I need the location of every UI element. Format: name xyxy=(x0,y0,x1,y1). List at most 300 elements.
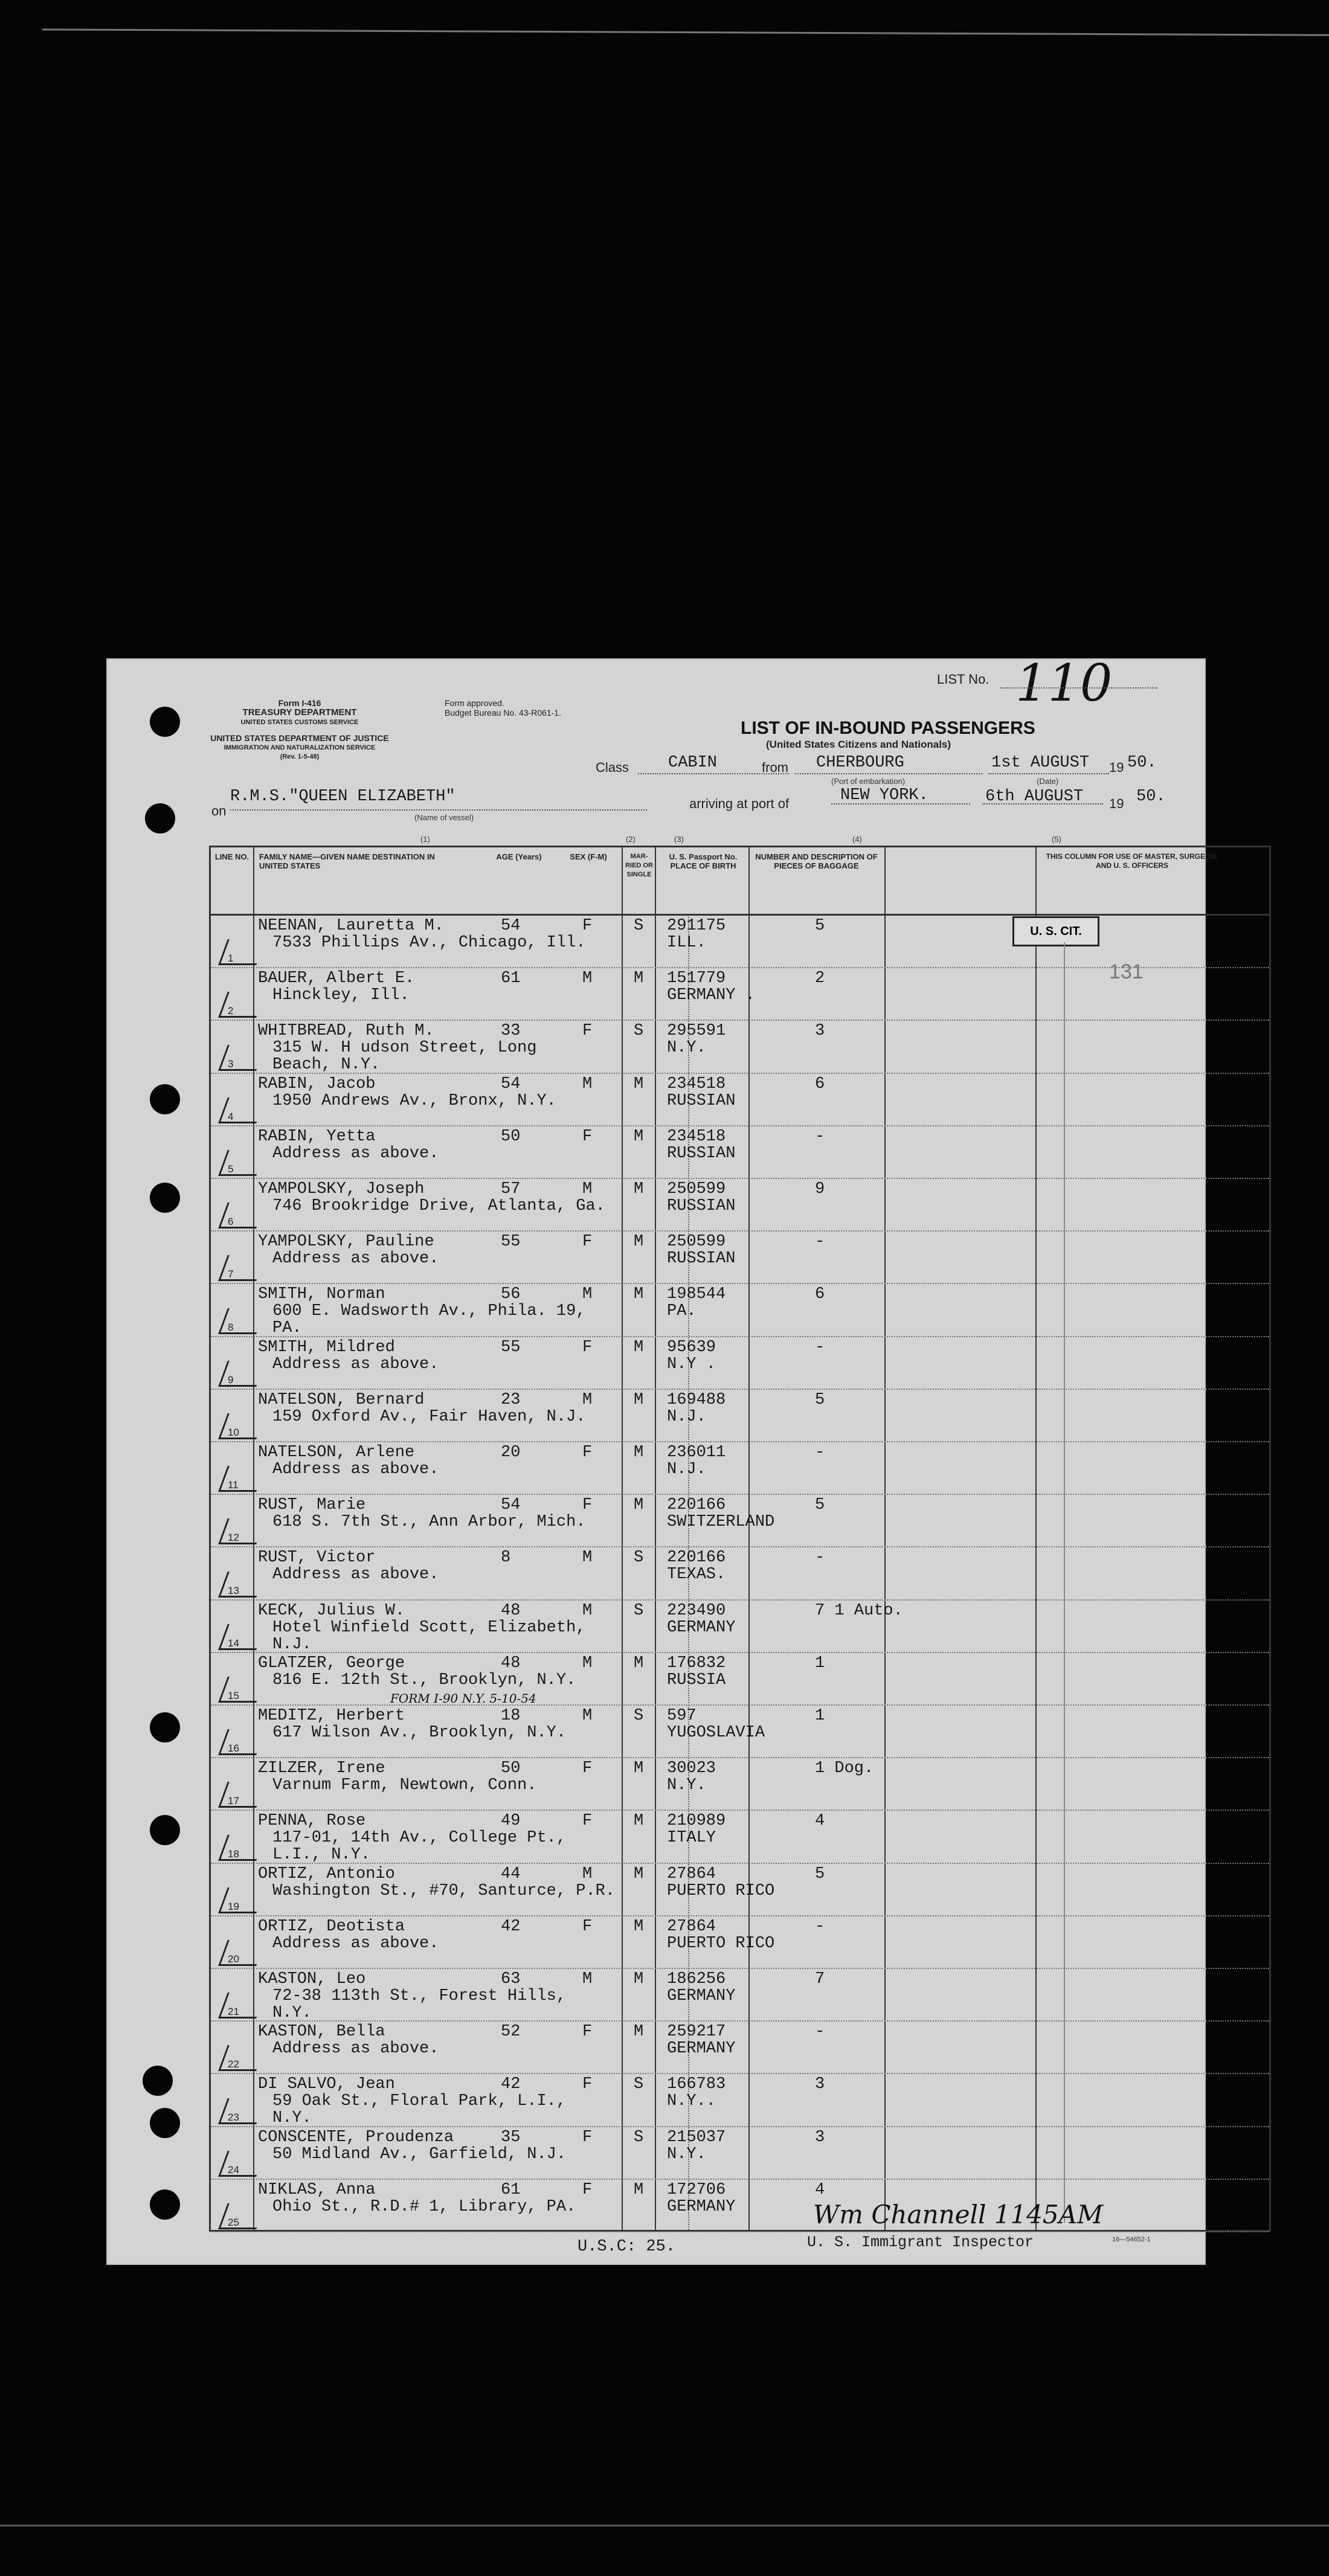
baggage: - xyxy=(815,1917,825,1936)
arrival-port: NEW YORK. xyxy=(840,786,928,805)
line-number: 2 xyxy=(228,1005,234,1017)
place-of-birth: YUGOSLAVIA xyxy=(667,1724,765,1742)
passenger-name: BAUER, Albert E. xyxy=(258,969,415,988)
passenger-name: YAMPOLSKY, Pauline xyxy=(258,1233,434,1251)
us-citizen-stamp: U. S. CIT. xyxy=(1012,916,1099,946)
table-row xyxy=(211,1126,1269,1179)
sex: M xyxy=(582,1865,593,1883)
age: 44 xyxy=(501,1865,521,1883)
destination: 746 Brookridge Drive, Atlanta, Ga. xyxy=(272,1197,605,1215)
sex: M xyxy=(582,1390,593,1409)
punch-hole xyxy=(150,1084,180,1114)
sex: F xyxy=(582,917,593,935)
destination: Address as above. xyxy=(272,1250,439,1268)
sex: F xyxy=(582,1812,593,1831)
sex: F xyxy=(582,2180,593,2199)
col-num-3: (3) xyxy=(674,835,684,844)
passport-number: 172706 xyxy=(667,2180,726,2199)
place-of-birth: N.Y. xyxy=(667,1776,706,1795)
punch-hole xyxy=(143,2066,173,2096)
sex: F xyxy=(582,1127,593,1146)
table-row xyxy=(211,1232,1269,1284)
line-number: 12 xyxy=(228,1532,239,1544)
place-of-birth: TEXAS. xyxy=(667,1566,726,1584)
age: 55 xyxy=(501,1233,521,1251)
place-of-birth: ILL. xyxy=(667,934,706,952)
passport-number: 198544 xyxy=(667,1285,726,1304)
from-value: CHERBOURG xyxy=(816,754,904,772)
passenger-name: RUST, Marie xyxy=(258,1496,366,1515)
passport-number: 259217 xyxy=(667,2023,726,2041)
table-row xyxy=(211,1179,1269,1232)
date-caption: (Date) xyxy=(1037,777,1059,786)
baggage: 4 xyxy=(815,2180,825,2199)
passenger-name: SMITH, Mildred xyxy=(258,1338,395,1357)
baggage: 7 xyxy=(815,1970,825,1988)
embark-date-line xyxy=(988,773,1109,774)
embark-year: 50. xyxy=(1127,754,1157,772)
line-number: 19 xyxy=(228,1900,239,1912)
passenger-name: SMITH, Norman xyxy=(258,1285,385,1304)
destination: Address as above. xyxy=(272,1934,439,1953)
check-mark xyxy=(218,1677,266,1703)
age: 55 xyxy=(501,1338,521,1357)
destination: Varnum Farm, Newtown, Conn. xyxy=(272,1776,537,1795)
place-of-birth: N.Y. xyxy=(667,1039,706,1058)
place-of-birth: PUERTO RICO xyxy=(667,1934,775,1953)
marital-status: M xyxy=(634,1180,644,1198)
punch-hole xyxy=(150,1712,180,1742)
check-mark xyxy=(218,1993,266,2019)
age: 63 xyxy=(501,1970,521,1988)
baggage: 1 xyxy=(815,1707,825,1725)
sex: F xyxy=(582,2128,593,2147)
punch-hole xyxy=(150,2189,180,2220)
passport-number: 30023 xyxy=(667,1759,716,1778)
place-of-birth: PA. xyxy=(667,1302,697,1321)
form-i90-note: FORM I-90 N.Y. 5-10-54 xyxy=(390,1691,536,1706)
baggage: 6 xyxy=(815,1074,825,1093)
arriving-label: arriving at port of xyxy=(689,796,790,811)
marital-status: M xyxy=(634,969,644,988)
immigration-service: IMMIGRATION AND NATURALIZATION SERVICE xyxy=(224,744,376,751)
line-number: 23 xyxy=(228,2111,239,2123)
officer-column-rule xyxy=(1064,942,1065,2223)
destination: 72-38 113th St., Forest Hills, xyxy=(272,1987,567,2005)
place-of-birth: GERMANY xyxy=(667,2197,736,2216)
age: 35 xyxy=(501,2128,521,2147)
baggage: 9 xyxy=(815,1180,825,1198)
passport-number: 234518 xyxy=(667,1074,726,1093)
marital-status: S xyxy=(634,2075,644,2094)
age: 42 xyxy=(501,1917,521,1936)
passenger-name: MEDITZ, Herbert xyxy=(258,1707,405,1725)
embark-year-prefix: 19 xyxy=(1109,760,1124,775)
line-number: 14 xyxy=(228,1637,239,1649)
from-label: from xyxy=(762,760,788,775)
passenger-name: KECK, Julius W. xyxy=(258,1601,405,1620)
place-of-birth: RUSSIAN xyxy=(667,1197,736,1215)
passport-number: 250599 xyxy=(667,1233,726,1251)
place-of-birth: GERMANY xyxy=(667,2040,736,2058)
sex: M xyxy=(582,1285,593,1304)
place-of-birth: RUSSIAN xyxy=(667,1250,736,1268)
table-row xyxy=(211,2127,1269,2180)
marital-status: M xyxy=(634,1812,644,1831)
destination: 315 W. H udson Street, Long xyxy=(272,1039,537,1058)
check-mark xyxy=(218,1940,266,1966)
line-number: 25 xyxy=(228,2216,239,2228)
place-of-birth: GERMANY . xyxy=(667,986,755,1005)
baggage: 3 xyxy=(815,2075,825,2094)
table-row xyxy=(211,1811,1269,1863)
col-head-officers: THIS COLUMN FOR USE OF MASTER, SURGEON, AND U. S. OFFICERS xyxy=(1046,852,1218,870)
destination: Address as above. xyxy=(272,1144,439,1163)
destination: 1950 Andrews Av., Bronx, N.Y. xyxy=(272,1091,556,1110)
passenger-manifest-page xyxy=(106,654,1218,2265)
place-of-birth: SWITZERLAND xyxy=(667,1513,775,1532)
passenger-name: PENNA, Rose xyxy=(258,1812,366,1831)
line-number: 18 xyxy=(228,1848,239,1860)
col-head-married: MAR-RIED OR SINGLE xyxy=(625,853,653,878)
table-row xyxy=(211,1074,1269,1126)
destination: 117-01, 14th Av., College Pt., xyxy=(272,1829,567,1848)
passport-number: 186256 xyxy=(667,1970,726,1988)
age: 18 xyxy=(501,1707,521,1725)
passport-number: 210989 xyxy=(667,1812,726,1831)
table-row xyxy=(211,1442,1269,1495)
destination: Address as above. xyxy=(272,2040,439,2058)
table-row xyxy=(211,2022,1269,2074)
sex: F xyxy=(582,1496,593,1515)
justice-dept: UNITED STATES DEPARTMENT OF JUSTICE xyxy=(210,733,389,743)
print-code: 16—54652-1 xyxy=(1112,2236,1151,2243)
sex: M xyxy=(582,1654,593,1672)
destination: 59 Oak St., Floral Park, L.I., xyxy=(272,2092,567,2111)
marital-status: M xyxy=(634,2023,644,2041)
film-edge-top xyxy=(42,28,1329,36)
table-row xyxy=(211,2180,1269,2232)
check-mark xyxy=(218,1045,266,1071)
punch-hole xyxy=(145,803,175,834)
marital-status: M xyxy=(634,1390,644,1409)
passenger-name: YAMPOLSKY, Joseph xyxy=(258,1180,425,1198)
passport-number: 151779 xyxy=(667,969,726,988)
baggage: 5 xyxy=(815,1390,825,1409)
check-mark xyxy=(218,1572,266,1598)
form-revision: (Rev. 1-5-48) xyxy=(280,753,320,760)
place-of-birth: RUSSIAN xyxy=(667,1091,736,1110)
baggage: 4 xyxy=(815,1812,825,1831)
sex: F xyxy=(582,1022,593,1041)
passenger-name: RABIN, Jacob xyxy=(258,1074,376,1093)
col-num-1: (1) xyxy=(420,835,430,844)
table-row xyxy=(211,1021,1269,1073)
check-mark xyxy=(218,2098,266,2124)
passport-number: 169488 xyxy=(667,1390,726,1409)
col-head-passport: U. S. Passport No. PLACE OF BIRTH xyxy=(669,852,738,870)
table-row xyxy=(211,1864,1269,1916)
list-no-line xyxy=(1000,687,1157,689)
arrival-date: 6th AUGUST xyxy=(985,788,1084,806)
baggage: 6 xyxy=(815,1285,825,1304)
table-row xyxy=(211,1969,1269,2022)
marital-status: M xyxy=(634,1233,644,1251)
on-label: on xyxy=(211,803,227,818)
passport-number: 215037 xyxy=(667,2128,726,2147)
destination: 617 Wilson Av., Brooklyn, N.Y. xyxy=(272,1724,567,1742)
passenger-name: CONSCENTE, Proudenza xyxy=(258,2128,454,2147)
passenger-name: ZILZER, Irene xyxy=(258,1759,385,1778)
sex: F xyxy=(582,2075,593,2094)
destination-cont: L.I., N.Y. xyxy=(272,1846,371,1865)
table-row xyxy=(211,2074,1269,2127)
col-head-age: AGE (Years) xyxy=(496,852,542,861)
sex: M xyxy=(582,1180,593,1198)
arrival-year-prefix: 19 xyxy=(1109,796,1124,811)
check-mark xyxy=(218,1097,266,1123)
list-no-value: 110 xyxy=(1015,654,1113,713)
check-mark xyxy=(218,1466,266,1492)
destination: Washington St., #70, Santurce, P.R. xyxy=(272,1881,616,1900)
check-mark xyxy=(218,2151,266,2177)
passenger-name: NIKLAS, Anna xyxy=(258,2180,376,2199)
line-number: 21 xyxy=(228,2006,239,2018)
destination: 159 Oxford Av., Fair Haven, N.J. xyxy=(272,1407,586,1426)
table-row xyxy=(211,1390,1269,1442)
check-mark xyxy=(218,1203,266,1229)
age: 57 xyxy=(501,1180,521,1198)
age: 50 xyxy=(501,1127,521,1146)
class-value: CABIN xyxy=(668,754,718,772)
baggage: 5 xyxy=(815,917,825,935)
line-number: 1 xyxy=(228,952,234,965)
marital-status: S xyxy=(634,1707,644,1725)
check-mark xyxy=(218,992,266,1018)
inspector-title: U. S. Immigrant Inspector xyxy=(807,2234,1034,2251)
sex: M xyxy=(582,1549,593,1567)
destination: Hinckley, Ill. xyxy=(272,986,410,1005)
punch-hole xyxy=(150,707,180,737)
sex: F xyxy=(582,1759,593,1778)
sex: M xyxy=(582,1601,593,1620)
passport-number: 95639 xyxy=(667,1338,716,1357)
col-head-name: FAMILY NAME—GIVEN NAME DESTINATION IN UNITED STATES xyxy=(259,852,435,870)
destination: Address as above. xyxy=(272,1355,439,1373)
check-mark xyxy=(218,1887,266,1913)
age: 20 xyxy=(501,1444,521,1462)
form-number: Form I-416 xyxy=(278,698,321,708)
marital-status: M xyxy=(634,1285,644,1304)
arrival-year: 50. xyxy=(1136,788,1166,806)
line-number: 6 xyxy=(228,1216,234,1228)
col-head-baggage: NUMBER AND DESCRIPTION OF PIECES OF BAGGAGE xyxy=(755,852,878,870)
place-of-birth: RUSSIA xyxy=(667,1671,726,1689)
check-mark xyxy=(218,1835,266,1861)
check-mark xyxy=(218,1150,266,1176)
passenger-name: RABIN, Yetta xyxy=(258,1127,376,1146)
place-of-birth: N.J. xyxy=(667,1407,706,1426)
line-number: 11 xyxy=(228,1479,239,1491)
passport-number: 291175 xyxy=(667,917,726,935)
place-of-birth: RUSSIAN xyxy=(667,1144,736,1163)
passport-number: 27864 xyxy=(667,1865,716,1883)
col-head-line: LINE NO. xyxy=(214,852,249,861)
place-of-birth: GERMANY xyxy=(667,1618,736,1637)
passport-number: 597 xyxy=(667,1707,697,1725)
table-row xyxy=(211,1284,1269,1337)
passport-number: 166783 xyxy=(667,2075,726,2094)
baggage: 3 xyxy=(815,2128,825,2147)
passenger-name: GLATZER, George xyxy=(258,1654,405,1672)
arrival-port-line xyxy=(831,803,970,805)
marital-status: M xyxy=(634,1865,644,1883)
line-number: 4 xyxy=(228,1110,234,1122)
passport-number: 250599 xyxy=(667,1180,726,1198)
sex: F xyxy=(582,1233,593,1251)
destination: 600 E. Wadsworth Av., Phila. 19, xyxy=(272,1302,586,1321)
age: 42 xyxy=(501,2075,521,2094)
line-number: 7 xyxy=(228,1268,234,1280)
col-num-5: (5) xyxy=(1052,835,1061,844)
destination-cont: N.Y. xyxy=(272,2109,312,2128)
sex: F xyxy=(582,1444,593,1462)
destination: 7533 Phillips Av., Chicago, Ill. xyxy=(272,934,586,952)
destination-cont: Beach, N.Y. xyxy=(272,1056,381,1074)
age: 61 xyxy=(501,2180,521,2199)
baggage: 5 xyxy=(815,1865,825,1883)
marital-status: M xyxy=(634,1970,644,1988)
col-num-2: (2) xyxy=(626,835,636,844)
age: 56 xyxy=(501,1285,521,1304)
passenger-name: DI SALVO, Jean xyxy=(258,2075,395,2094)
marital-status: M xyxy=(634,1127,644,1146)
age: 54 xyxy=(501,1074,521,1093)
age: 50 xyxy=(501,1759,521,1778)
destination: 816 E. 12th St., Brooklyn, N.Y. xyxy=(272,1671,576,1689)
passport-number: 220166 xyxy=(667,1496,726,1515)
passenger-name: KASTON, Leo xyxy=(258,1970,366,1988)
line-number: 8 xyxy=(228,1321,234,1333)
destination: Address as above. xyxy=(272,1460,439,1479)
marital-status: S xyxy=(634,1022,644,1041)
check-mark xyxy=(218,1413,266,1439)
baggage: - xyxy=(815,2023,825,2041)
baggage: - xyxy=(815,1549,825,1567)
age: 48 xyxy=(501,1601,521,1620)
destination: 618 S. 7th St., Ann Arbor, Mich. xyxy=(272,1513,586,1532)
passenger-name: KASTON, Bella xyxy=(258,2023,385,2041)
destination-cont: PA. xyxy=(272,1319,302,1338)
place-of-birth: ITALY xyxy=(667,1829,716,1848)
vessel-name: R.M.S."QUEEN ELIZABETH" xyxy=(230,788,455,806)
age: 54 xyxy=(501,917,521,935)
treasury-dept: TREASURY DEPARTMENT xyxy=(242,707,357,718)
destination: Ohio St., R.D.# 1, Library, PA. xyxy=(272,2197,576,2216)
check-mark xyxy=(218,1782,266,1808)
margin-number: 131 xyxy=(1109,960,1144,983)
destination: 50 Midland Av., Garfield, N.J. xyxy=(272,2145,567,2163)
baggage: - xyxy=(815,1233,825,1251)
sex: M xyxy=(582,1074,593,1093)
check-mark xyxy=(218,2045,266,2071)
film-edge-bottom xyxy=(0,2525,1329,2526)
line-number: 20 xyxy=(228,1953,239,1965)
line-number: 10 xyxy=(228,1426,239,1438)
check-mark xyxy=(218,2203,266,2229)
line-number: 3 xyxy=(228,1058,234,1070)
line-number: 9 xyxy=(228,1373,234,1386)
punch-hole xyxy=(150,2108,180,2138)
passport-number: 27864 xyxy=(667,1917,716,1936)
marital-status: M xyxy=(634,1654,644,1672)
inspector-signature: Wm Channell 1145AM xyxy=(813,2200,1103,2229)
col-num-4: (4) xyxy=(852,835,862,844)
check-mark xyxy=(218,1255,266,1281)
passport-number: 220166 xyxy=(667,1549,726,1567)
check-mark xyxy=(218,939,266,965)
line-number: 5 xyxy=(228,1163,234,1175)
manifest-title: LIST OF IN-BOUND PASSENGERS xyxy=(741,718,1035,738)
punch-hole xyxy=(150,1183,180,1213)
from-line xyxy=(795,773,982,774)
line-number: 16 xyxy=(228,1742,239,1755)
baggage: 7 1 Auto. xyxy=(815,1601,903,1620)
destination-cont: N.J. xyxy=(272,1635,312,1654)
passenger-name: WHITBREAD, Ruth M. xyxy=(258,1022,434,1041)
check-mark xyxy=(218,1729,266,1755)
vessel-caption: (Name of vessel) xyxy=(414,813,474,822)
age: 61 xyxy=(501,969,521,988)
usc-count: U.S.C: 25. xyxy=(578,2238,676,2256)
baggage: 1 Dog. xyxy=(815,1759,874,1778)
passport-number: 234518 xyxy=(667,1127,726,1146)
marital-status: M xyxy=(634,1074,644,1093)
baggage: - xyxy=(815,1338,825,1357)
baggage: 5 xyxy=(815,1496,825,1515)
age: 8 xyxy=(501,1549,511,1567)
line-number: 17 xyxy=(228,1795,239,1807)
age: 52 xyxy=(501,2023,521,2041)
passenger-name: NEENAN, Lauretta M. xyxy=(258,917,444,935)
check-mark xyxy=(218,1361,266,1387)
place-of-birth: PUERTO RICO xyxy=(667,1881,775,1900)
punch-hole xyxy=(150,1815,180,1845)
check-mark xyxy=(218,1518,266,1544)
passport-number: 176832 xyxy=(667,1654,726,1672)
passport-number: 236011 xyxy=(667,1444,726,1462)
age: 48 xyxy=(501,1654,521,1672)
age: 33 xyxy=(501,1022,521,1041)
check-mark xyxy=(218,1624,266,1650)
sex: M xyxy=(582,1707,593,1725)
marital-status: M xyxy=(634,1338,644,1357)
table-row xyxy=(211,1547,1269,1600)
line-number: 22 xyxy=(228,2058,239,2070)
marital-status: S xyxy=(634,2128,644,2147)
age: 49 xyxy=(501,1812,521,1831)
marital-status: S xyxy=(634,1549,644,1567)
place-of-birth: N.Y.. xyxy=(667,2092,716,2111)
form-approved: Form approved. xyxy=(445,698,504,708)
destination: Hotel Winfield Scott, Elizabeth, xyxy=(272,1618,586,1637)
line-number: 13 xyxy=(228,1584,239,1596)
passport-number: 223490 xyxy=(667,1601,726,1620)
line-number: 15 xyxy=(228,1689,239,1701)
table-row xyxy=(211,1653,1269,1706)
age: 54 xyxy=(501,1496,521,1515)
baggage: 2 xyxy=(815,969,825,988)
